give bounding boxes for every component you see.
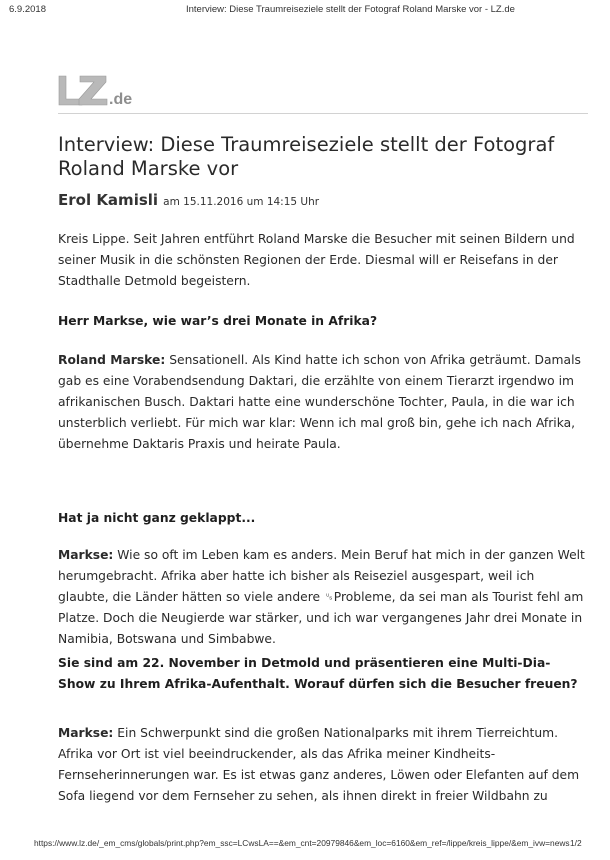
lz-logo[interactable] — [58, 74, 148, 108]
interview-question-3: Sie sind am 22. November in Detmold und präsentieren eine Multi-Dia-Show zu Ihrem Afrika-Aufenthalt. Worauf dürfen sich die Besucher freuen? — [58, 656, 578, 691]
print-date: 6.9.2018 — [9, 4, 46, 15]
article-lead: Kreis Lippe. Seit Jahren entführt Roland Marske die Besucher mit seinen Bildern und seiner Musik in die schönsten Regionen der Erde. Diesmal will er Reisefans in der Stadthalle Detmold begeistern. — [58, 232, 575, 288]
author-name[interactable]: Erol Kamisli — [58, 191, 159, 209]
answer-speaker: Roland Marske: — [58, 353, 166, 367]
byline — [58, 190, 319, 209]
print-header — [0, 4, 610, 18]
interview-question-1: Herr Markse, wie war’s drei Monate in Afrika? — [58, 314, 378, 328]
interview-answer-1 — [58, 350, 588, 455]
article-title: Interview: Diese Traumreiseziele stellt der Fotograf Roland Marske vor — [58, 133, 555, 180]
publish-date: am 15.11.2016 um 14:15 Uhr — [163, 196, 320, 208]
answer-speaker: Markse: — [58, 548, 114, 562]
answer-text: Sensationell. Als Kind hatte ich schon von Afrika geträumt. Damals gab es eine Vorabendsendung Daktari, die erzählte von einem Tierarzt irgendwo im afrikanischen Busch. Daktari hatte eine wunderschöne Tochter, Paula, in die war ich unsterblich verliebt. Für mich war klar: Wenn ich mal groß bin, gehe ich nach Afrika, übernehme Daktaris Praxis und heirate Paula. — [58, 353, 581, 451]
answer-speaker: Markse: — [58, 726, 114, 740]
page-number: 1/2 — [570, 838, 582, 848]
answer-text: Wie so oft im Leben kam es anders. Mein Beruf hat mich in der ganzen Welt herumgebracht. Afrika aber hatte ich bisher als Reiseziel ausgespart, weil ich glaubte, die Länder hätten so viele andere ␟Probleme, da sei man als Tourist fehl am Platze. Doch die Neugierde war stärker, und ich war vergangenes Jahr drei Monate in Namibia, Botswana und Simbabwe. — [58, 548, 585, 646]
logo-text: .de — [109, 91, 133, 108]
answer-text: Ein Schwerpunkt sind die großen Nationalparks mit ihrem Tierreichtum. Afrika vor Ort ist viel beeindruckender, als das Afrika meiner Kindheits-Fernseherinnerungen war. Es ist etwas ganz anderes, Löwen oder Elefanten auf dem Sofa liegend vor dem Fernseher zu sehen, als ihnen direkt in freier Wildbahn zu — [58, 726, 580, 803]
interview-answer-2 — [58, 545, 588, 650]
print-page-title: Interview: Diese Traumreiseziele stellt der Fotograf Roland Marske vor - LZ.de — [186, 4, 515, 15]
interview-answer-3 — [58, 723, 588, 807]
interview-question-2: Hat ja nicht ganz geklappt... — [58, 511, 256, 525]
header-divider — [58, 113, 588, 114]
print-url: https://www.lz.de/_em_cms/globals/print.php?em_ssc=LCwsLA==&em_cnt=20979846&em_loc=6160&em_ref=/lippe/kreis_lippe/&em_ivw=news — [34, 838, 570, 848]
